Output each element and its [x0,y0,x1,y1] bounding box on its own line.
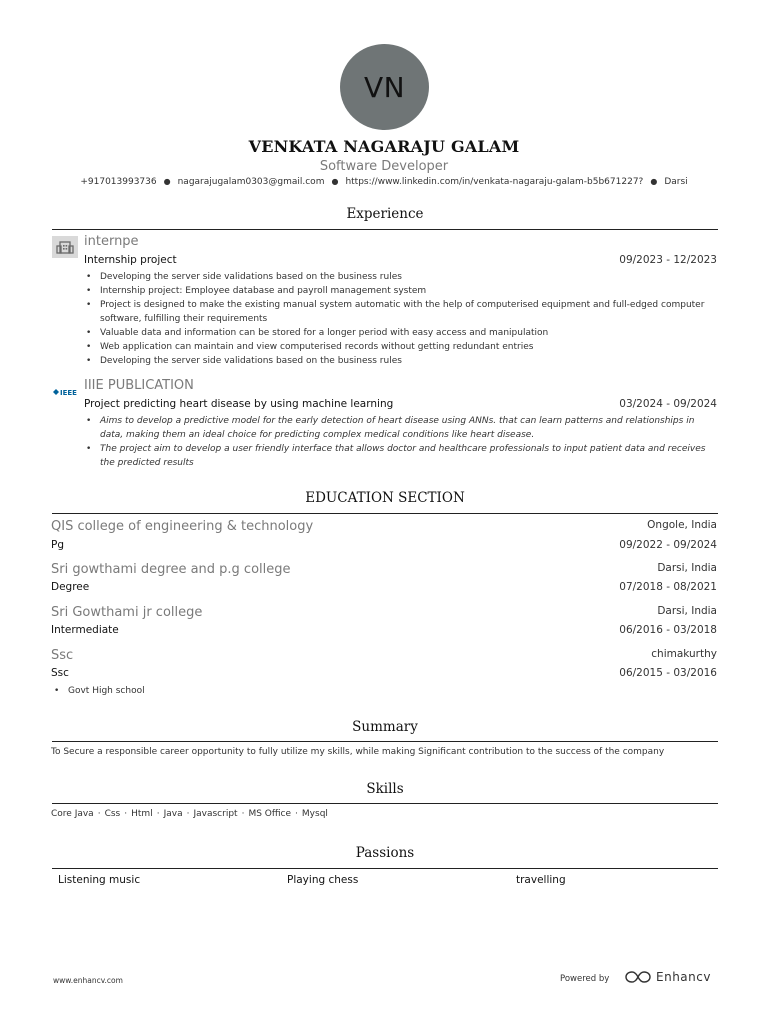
list-item: • Web application can maintain and view computerised records without getting redundant entries [84,340,718,354]
school-name: Sri gowthami degree and p.g college [51,562,291,577]
building-icon [52,236,78,258]
education-dates: 06/2016 - 03/2018 [619,624,717,636]
footer-powered-by: Powered by [560,974,610,984]
section-divider [52,803,718,804]
passion-item: Listening music [58,874,141,886]
skill-separator: · [156,809,160,819]
skill-separator: · [241,809,245,819]
list-item: • Project is designed to make the existing manual system automatic with the help of computerised equipment and full-edged computer software, fulfilling their requirements [84,298,718,326]
experience-bullets [84,414,718,470]
experience-dates: 03/2024 - 09/2024 [619,398,717,410]
candidate-role: Software Developer [319,159,449,174]
phone-text[interactable]: +917013993736 [80,177,157,187]
experience-heading: Experience [346,206,424,222]
section-divider [52,868,718,869]
candidate-name: VENKATA NAGARAJU GALAM [248,137,520,156]
degree-text: Degree [51,581,90,593]
school-name: QIS college of engineering & technology [51,519,314,534]
email-link[interactable]: nagarajugalam0303@gmail.com [177,177,325,187]
enhancv-logo-text: Enhancv [656,970,711,984]
passions-heading: Passions [355,845,415,861]
school-name: Sri Gowthami jr college [51,605,203,620]
ieee-logo-icon [52,384,80,398]
skill-separator: · [295,809,298,819]
school-location: chimakurthy [651,648,717,660]
degree-text: Intermediate [51,624,119,636]
skill-item: Html [131,809,153,819]
project-title: Internship project [84,254,177,266]
summary-text: To Secure a responsible career opportunity to fully utilize my skills, while making Significant contribution to the success of the company [51,747,665,757]
enhancv-logo[interactable] [625,970,711,984]
avatar-initials: VN [363,70,406,104]
skills-list [51,809,328,819]
school-location: Darsi, India [657,562,717,574]
company-name: IIIE PUBLICATION [84,378,194,393]
skills-heading: Skills [366,781,404,797]
education-heading: EDUCATION SECTION [305,490,465,506]
contact-line [0,177,768,187]
skill-item: Core Java [51,809,94,819]
avatar [340,44,429,130]
passion-item: travelling [516,874,566,886]
bullet-separator: ● [331,177,339,186]
school-name: Ssc [51,648,74,663]
bullet-separator: ● [163,177,171,186]
degree-text: Ssc [51,667,69,679]
section-divider [52,741,718,742]
skill-item: Mysql [301,809,328,819]
bullet-separator: ● [650,177,658,186]
list-item: • Aims to develop a predictive model for the early detection of heart disease using ANNs. that can learn patterns and relationships in data, making them an ideal choice for predicting complex medical conditions like heart disease. [84,414,718,442]
list-item: • Internship project: Employee database and payroll management system [84,284,718,298]
skill-item: Java [163,809,183,819]
education-dates: 09/2022 - 09/2024 [619,539,717,551]
education-dates: 07/2018 - 08/2021 [619,581,717,593]
skill-separator: · [124,809,128,819]
footer-site-link[interactable]: www.enhancv.com [53,976,123,985]
experience-dates: 09/2023 - 12/2023 [619,254,717,266]
list-item: • Developing the server side validations based on the business rules [84,270,718,284]
school-location: Darsi, India [657,605,717,617]
skill-item: Css [104,809,121,819]
skill-separator: · [186,809,190,819]
skill-separator: · [97,809,101,819]
ieee-logo-text: IEEE [60,389,77,397]
passion-item: Playing chess [287,874,359,886]
skill-item: Javascript [193,809,238,819]
section-divider [52,513,718,514]
list-item: • The project aim to develop a user friendly interface that allows doctor and healthcare professionals to input patient data and receives the predicted results [84,442,718,470]
project-title: Project predicting heart disease by using machine learning [84,398,394,410]
list-item: • Valuable data and information can be stored for a longer period with easy access and manipulation [84,326,718,340]
list-item: • Developing the server side validations based on the business rules [84,354,718,368]
degree-text: Pg [51,539,64,551]
company-name: internpe [84,234,139,249]
school-location: Ongole, India [647,519,717,531]
location-text: Darsi [664,177,688,187]
skill-item: MS Office [248,809,292,819]
summary-heading: Summary [352,719,418,735]
list-item: • Govt High school [52,684,352,698]
section-divider [52,229,718,230]
experience-bullets [84,270,718,368]
education-dates: 06/2015 - 03/2016 [619,667,717,679]
enhancv-logo-icon [625,970,651,984]
linkedin-link[interactable]: https://www.linkedin.com/in/venkata-nagaraju-galam-b5b671227? [345,177,644,187]
education-bullets [52,684,352,698]
